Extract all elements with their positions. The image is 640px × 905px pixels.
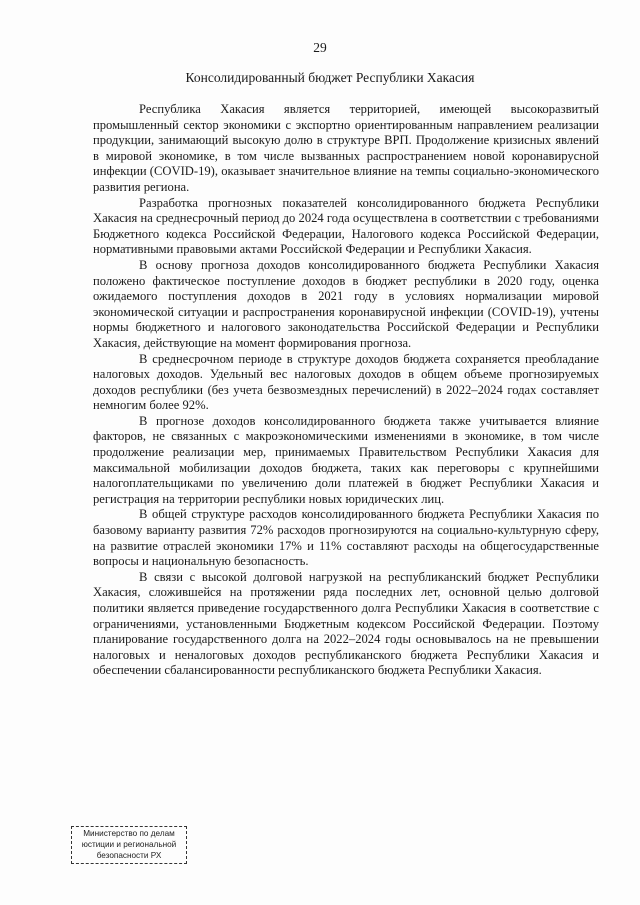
paragraph-tax-share: В среднесрочном периоде в структуре доходов бюджета сохраняется преобладание налоговых доходов. Удельный вес налоговых доходов в общем объеме прогнозируемых доходов республики (без учета безвозмездных перечислений) в 2022–2024 годах составляет немногим более 92%.: [93, 351, 599, 413]
paragraph-expenditure-structure: В общей структуре расходов консолидированного бюджета Республики Хакасия по базовому варианту развития 72% расходов прогнозируются на социально-культурную сферу, на развитие отраслей экономики 17% и 11% составляют расходы на общегосударственные вопросы и национальную безопасность.: [93, 507, 599, 569]
stamp-line: Министерство по делам: [83, 829, 175, 838]
paragraph-forecast-basis: Разработка прогнозных показателей консолидированного бюджета Республики Хакасия на среднесрочный период до 2024 года осуществлена в соответствии с требованиями Бюджетного кодекса Российской Федерации, Налогового кодекса Российской Федерации, нормативными правовыми актами Российской Федерации и Республики Хакасия.: [93, 195, 599, 257]
paragraph-revenue-forecast: В основу прогноза доходов консолидированного бюджета Республики Хакасия положено фактическое поступление доходов в бюджет республики в 2020 году, оценка ожидаемого поступления доходов в 2021 году в условиях нормализации мировой экономической ситуации и распространения коронавирусной инфекции (COVID-19), учтены нормы бюджетного и налогового законодательства Российской Федерации и Республики Хакасия, действующие на момент формирования прогноза.: [93, 257, 599, 350]
stamp-line: юстиции и региональной: [81, 840, 177, 849]
page-number: 29: [313, 40, 327, 55]
registration-stamp: [71, 826, 187, 864]
paragraph-industry: Республика Хакасия является территорией, имеющей высокоразвитый промышленный сектор экономики с экспортно ориентированным направлением реализации продукции, занимающий высокую долю в структуре ВРП. Продолжение кризисных явлений в мировой экономике, в том числе вызванных распространением новой коронавирусной инфекции (COVID-19), оказывает значительное влияние на темпы социально-экономического развития региона.: [93, 102, 599, 194]
body-text: [93, 102, 599, 679]
paragraph-other-factors: В прогнозе доходов консолидированного бюджета также учитывается влияние факторов, не связанных с макроэкономическими изменениями в экономике, в том числе продолжение реализации мер, принимаемых Правительством Республики Хакасия для максимальной мобилизации доходов бюджета, таких как переговоры с крупнейшими налогоплательщиками по увеличению доли платежей в бюджет Республики Хакасия и регистрация на территории республики новых юридических лиц.: [93, 413, 599, 506]
section-title: Консолидированный бюджет Республики Хакасия: [185, 70, 475, 85]
stamp-line: безопасности РХ: [96, 851, 162, 860]
paragraph-debt-policy: В связи с высокой долговой нагрузкой на республиканский бюджет Республики Хакасия, сложившейся на протяжении ряда последних лет, основной целью долговой политики является приведение государственного долга Республики Хакасия в соответствие с ограничениями, установленными Бюджетным кодексом Российской Федерации. Поэтому планирование государственного долга на 2022–2024 годы основывалось на не превышении налоговых и неналоговых доходов республиканского бюджета Республики Хакасия и обеспечении сбалансированности республиканского бюджета Республики Хакасия.: [93, 569, 599, 678]
